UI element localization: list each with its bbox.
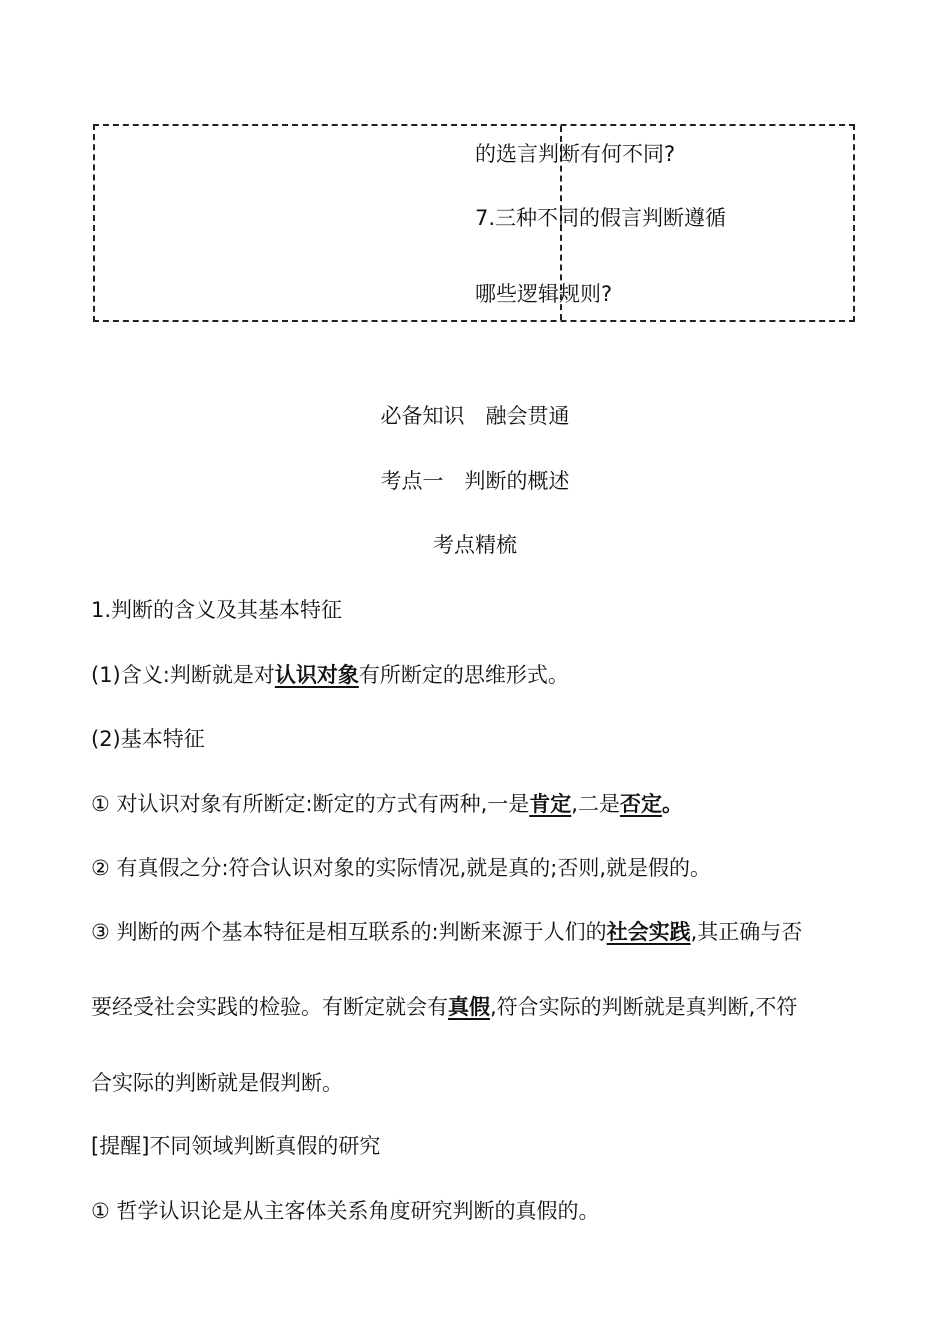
keyword-negate: 否定 (619, 792, 662, 816)
feature-2: ② 有真假之分:符合认识对象的实际情况,就是真的;否则,就是假的。 (91, 856, 711, 880)
feature-3-line-2-text-b: ,符合实际的判断就是真判断,不符 (490, 995, 798, 1019)
keyword-cognitive-object: 认识对象 (274, 663, 359, 687)
feature-1-text-a: ① 对认识对象有所断定:断定的方式有两种,一是 (91, 792, 530, 816)
feature-1-text-c: 。 (661, 792, 683, 816)
sub-heading: 考点精梳 (433, 533, 517, 557)
definition-text-a: (1)含义:判断就是对 (91, 663, 275, 687)
keyword-social-practice: 社会实践 (606, 920, 691, 944)
keyword-true-false: 真假 (448, 995, 490, 1019)
feature-3-line-2-text-a: 要经受社会实践的检验。有断定就会有 (91, 995, 448, 1019)
box-line-2: 7.三种不同的假言判断遵循 (475, 206, 727, 230)
topic-heading: 考点一 判断的概述 (380, 469, 570, 493)
feature-3-line-1 (91, 916, 802, 946)
feature-3-text-b: ,其正确与否 (690, 920, 803, 944)
box-line-3: 哪些逻辑规则? (475, 282, 613, 306)
feature-3-text-a: ③ 判断的两个基本特征是相互联系的:判断来源于人们的 (91, 920, 607, 944)
reminder-title: [提醒]不同领域判断真假的研究 (91, 1134, 381, 1158)
feature-1 (91, 788, 683, 818)
definition-line (91, 659, 569, 689)
features-title: (2)基本特征 (91, 727, 205, 751)
question-box (93, 124, 855, 322)
point-1-title: 1.判断的含义及其基本特征 (91, 598, 343, 622)
feature-3-line-2 (91, 991, 797, 1021)
reminder-item-1: ① 哲学认识论是从主客体关系角度研究判断的真假的。 (91, 1199, 600, 1223)
definition-text-b: 有所断定的思维形式。 (358, 663, 569, 687)
feature-3-line-3: 合实际的判断就是假判断。 (91, 1071, 343, 1095)
box-line-1: 的选言判断有何不同? (475, 142, 676, 166)
feature-1-text-b: ,二是 (571, 792, 620, 816)
keyword-affirm: 肯定 (529, 792, 572, 816)
section-heading: 必备知识 融会贯通 (380, 404, 570, 428)
